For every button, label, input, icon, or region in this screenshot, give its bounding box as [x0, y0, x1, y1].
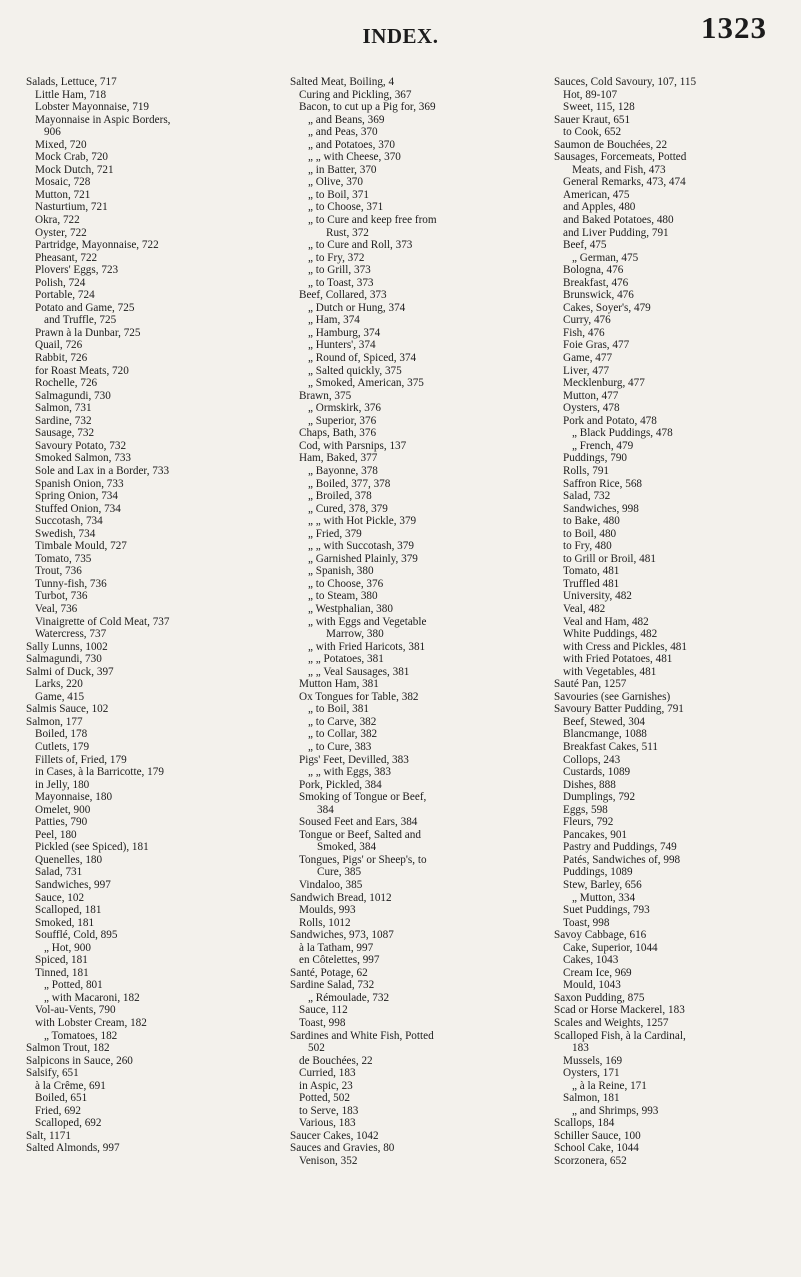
index-entry: Little Ham, 718 [35, 88, 107, 101]
index-entry: Salmon, 181 [563, 1092, 620, 1105]
index-entry: Salsify, 651 [26, 1067, 79, 1080]
index-entry: Saxon Pudding, 875 [554, 991, 645, 1004]
index-entry: Sauces, Cold Savoury, 107, 115 [554, 76, 697, 88]
index-entry: „ to Fry, 372 [308, 251, 365, 264]
index-entry: Venison, 352 [299, 1155, 358, 1168]
index-entry: Tinned, 181 [35, 966, 89, 979]
index-entry: to Serve, 183 [299, 1104, 359, 1117]
index-entry: Sandwiches, 998 [563, 502, 639, 515]
index-entry: Turbot, 736 [35, 590, 88, 603]
index-entry: and Liver Pudding, 791 [563, 226, 669, 239]
index-entry: Scad or Horse Mackerel, 183 [554, 1004, 685, 1017]
index-entry: Salmon Trout, 182 [26, 1042, 110, 1055]
index-entry: Peel, 180 [35, 828, 77, 841]
index-entry: Bacon, to cut up a Pig for, 369 [299, 101, 436, 114]
index-entry: „ Rémoulade, 732 [308, 991, 390, 1004]
index-entry: „ French, 479 [572, 439, 634, 452]
index-entry: Rolls, 1012 [299, 916, 351, 929]
index-entry: Dumplings, 792 [563, 791, 636, 804]
index-entry: Sardine, 732 [35, 414, 92, 427]
index-entry: Mayonnaise in Aspic Borders, [35, 113, 171, 126]
index-entry: Puddings, 1089 [563, 866, 633, 879]
index-entry: Salad, 731 [35, 866, 83, 879]
index-entry: and Apples, 480 [563, 201, 636, 214]
index-entry: Salt, 1171 [26, 1129, 71, 1142]
index-entry: Cakes, Soyer's, 479 [563, 301, 651, 314]
index-entry: „ Spanish, 380 [308, 565, 374, 578]
index-entry: Sweet, 115, 128 [563, 101, 635, 114]
index-entry: to Bake, 480 [563, 515, 620, 528]
index-entry: Scalloped Fish, à la Cardinal, [554, 1029, 686, 1042]
index-entry: and Baked Potatoes, 480 [563, 214, 674, 227]
index-entry: Pastry and Puddings, 749 [563, 841, 677, 854]
index-entry: Savoury Batter Pudding, 791 [554, 703, 684, 716]
index-entry: Tomato, 735 [35, 552, 92, 565]
index-column-2 [290, 76, 538, 1168]
index-entry: Various, 183 [299, 1117, 356, 1130]
index-entry: Cure, 385 [317, 866, 362, 879]
index-entry: Toast, 998 [563, 916, 610, 929]
index-entry: Savouries (see Garnishes) [554, 690, 671, 703]
index-entry: in Cases, à la Barricotte, 179 [35, 766, 164, 779]
index-entry: Soused Feet and Ears, 384 [299, 816, 418, 829]
index-entry: de Bouchées, 22 [299, 1054, 373, 1067]
index-entry: with Cress and Pickles, 481 [563, 640, 687, 653]
index-entry: Fried, 692 [35, 1104, 81, 1117]
index-entry: Scalloped, 692 [35, 1117, 102, 1130]
index-entry: Tomato, 481 [563, 565, 620, 578]
index-entry: Suet Puddings, 793 [563, 904, 650, 917]
index-entry: „ Hot, 900 [44, 941, 91, 954]
index-column-1 [26, 76, 274, 1155]
index-entry: Spring Onion, 734 [35, 490, 118, 503]
index-entry: „ to Cure and keep free from [308, 214, 437, 227]
index-entry: Ham, Baked, 377 [299, 452, 378, 465]
index-entry: „ with Eggs and Vegetable [308, 615, 427, 628]
index-entry: Marrow, 380 [326, 628, 384, 641]
index-entry: 502 [308, 1042, 325, 1055]
index-entry: Liver, 477 [563, 364, 610, 377]
index-entry: in Jelly, 180 [35, 778, 90, 791]
index-entry: „ to Choose, 376 [308, 577, 384, 590]
index-entry: „ Tomatoes, 182 [44, 1029, 118, 1042]
index-entry: Fillets of, Fried, 179 [35, 753, 127, 766]
index-entry: „ Olive, 370 [308, 176, 363, 189]
index-entry: Mayonnaise, 180 [35, 791, 113, 804]
index-entry: „ to Cure, 383 [308, 740, 372, 753]
index-column-3 [554, 76, 798, 1168]
index-entry: General Remarks, 473, 474 [563, 176, 686, 189]
index-entry: Smoking of Tongue or Beef, [299, 791, 427, 804]
index-entry: Curing and Pickling, 367 [299, 88, 412, 101]
index-entry: Oysters, 478 [563, 402, 620, 415]
index-entry: „ German, 475 [572, 251, 639, 264]
index-entry: Breakfast, 476 [563, 276, 629, 289]
index-entry: Toast, 998 [299, 1017, 346, 1030]
index-entry: Blancmange, 1088 [563, 728, 647, 741]
index-entry: Timbale Mould, 727 [35, 540, 127, 553]
index-entry: Watercress, 737 [35, 628, 107, 641]
index-entry: „ to Steam, 380 [308, 590, 378, 603]
index-entry: Chaps, Bath, 376 [299, 427, 377, 440]
index-entry: Foie Gras, 477 [563, 339, 630, 352]
index-entry: „ Cured, 378, 379 [308, 502, 388, 515]
index-entry: Beef, 475 [563, 239, 607, 252]
index-entry: Smoked, 384 [317, 841, 377, 854]
index-entry: „ to Collar, 382 [308, 728, 378, 741]
index-entry: Mussels, 169 [563, 1054, 623, 1067]
index-entry: Boiled, 178 [35, 728, 88, 741]
index-entry: 183 [572, 1042, 589, 1055]
index-entry: Mosaic, 728 [35, 176, 91, 189]
index-entry: to Cook, 652 [563, 126, 622, 139]
index-entry: Scalloped, 181 [35, 904, 102, 917]
index-entry: „ to Toast, 373 [308, 276, 374, 289]
page-number: 1323 [701, 10, 767, 45]
index-entry: Larks, 220 [35, 678, 83, 691]
index-entry: Salpicons in Sauce, 260 [26, 1054, 133, 1067]
index-entry: Fish, 476 [563, 326, 605, 339]
index-entry: Curried, 183 [299, 1067, 356, 1080]
index-entry: Prawn à la Dunbar, 725 [35, 326, 141, 339]
index-entry: University, 482 [563, 590, 632, 603]
index-entry: „ to Boil, 371 [308, 188, 369, 201]
index-entry: „ Dutch or Hung, 374 [308, 301, 406, 314]
index-entry: Potato and Game, 725 [35, 301, 135, 314]
index-entry: Succotash, 734 [35, 515, 103, 528]
index-entry: to Fry, 480 [563, 540, 612, 553]
index-entry: Omelet, 900 [35, 803, 91, 816]
index-entry: Cake, Superior, 1044 [563, 941, 658, 954]
index-entry: Salads, Lettuce, 717 [26, 76, 117, 88]
index-entry: Salad, 732 [563, 490, 611, 503]
index-entry: Savoury Potato, 732 [35, 439, 127, 452]
index-entry: Sauer Kraut, 651 [554, 113, 631, 126]
index-entry: Brawn, 375 [299, 389, 352, 402]
index-entry: „ Mutton, 334 [572, 891, 636, 904]
index-entry: „ Salted quickly, 375 [308, 364, 402, 377]
index-entry: „ Boiled, 377, 378 [308, 477, 391, 490]
index-entry: 384 [317, 803, 334, 816]
index-entry: Mutton, 477 [563, 389, 619, 402]
index-entry: Sauté Pan, 1257 [554, 678, 627, 691]
index-entry: Fleurs, 792 [563, 816, 614, 829]
index-entry: Sausage, 732 [35, 427, 95, 440]
index-entry: „ with Macaroni, 182 [44, 991, 140, 1004]
index-entry: Eggs, 598 [563, 803, 608, 816]
index-entry: Potted, 502 [299, 1092, 350, 1105]
index-entry: Beef, Collared, 373 [299, 289, 387, 302]
index-entry: Polish, 724 [35, 276, 86, 289]
index-entry: Savoy Cabbage, 616 [554, 929, 647, 942]
index-entry: Cream Ice, 969 [563, 966, 632, 979]
index-entry: Rabbit, 726 [35, 352, 88, 365]
index-entry: „ to Grill, 373 [308, 264, 371, 277]
index-entry: Salmagundi, 730 [26, 653, 102, 666]
index-entry: Sandwich Bread, 1012 [290, 891, 392, 904]
index-entry: Mutton Ham, 381 [299, 678, 379, 691]
index-entry: „ Superior, 376 [308, 414, 377, 427]
index-entry: „ and Peas, 370 [308, 126, 378, 139]
index-entry: Bologna, 476 [563, 264, 624, 277]
index-entry: Pork, Pickled, 384 [299, 778, 382, 791]
index-entry: Smoked, 181 [35, 916, 95, 929]
index-entry: with Fried Potatoes, 481 [563, 653, 673, 666]
index-entry: Spiced, 181 [35, 954, 88, 967]
index-entry: „ Ham, 374 [308, 314, 360, 327]
index-entry: Vindaloo, 385 [299, 879, 363, 891]
index-entry: American, 475 [563, 188, 630, 201]
index-entry: Pickled (see Spiced), 181 [35, 841, 149, 854]
index-entry: „ „ with Cheese, 370 [308, 151, 401, 164]
index-entry: and Truffle, 725 [44, 314, 117, 327]
index-entry: „ Hamburg, 374 [308, 326, 381, 339]
index-entry: Custards, 1089 [563, 766, 631, 779]
index-entry: Truffled 481 [563, 577, 620, 590]
index-entry: Mock Dutch, 721 [35, 163, 114, 176]
index-entry: Sardines and White Fish, Potted [290, 1029, 434, 1042]
index-entry: School Cake, 1044 [554, 1142, 639, 1155]
index-entry: Partridge, Mayonnaise, 722 [35, 239, 159, 252]
index-entry: Pancakes, 901 [563, 828, 628, 841]
index-entry: Moulds, 993 [299, 904, 356, 917]
page-header [0, 8, 801, 58]
index-entry: Mutton, 721 [35, 188, 91, 201]
index-entry: Sally Lunns, 1002 [26, 640, 108, 653]
index-entry: Sandwiches, 997 [35, 879, 111, 891]
index-entry: „ to Choose, 371 [308, 201, 384, 214]
index-entry: Scallops, 184 [554, 1117, 615, 1130]
index-entry: „ Fried, 379 [308, 527, 362, 540]
index-entry: Plovers' Eggs, 723 [35, 264, 119, 277]
index-entry: à la Crême, 691 [35, 1079, 106, 1092]
index-entry: Quail, 726 [35, 339, 83, 352]
index-entry: Pigs' Feet, Devilled, 383 [299, 753, 409, 766]
index-entry: for Roast Meats, 720 [35, 364, 129, 377]
index-entry: Salmon, 177 [26, 715, 83, 728]
index-entry: Patties, 790 [35, 816, 88, 829]
index-entry: „ „ with Hot Pickle, 379 [308, 515, 417, 528]
index-entry: Mecklenburg, 477 [563, 377, 645, 390]
index-entry: Vol-au-Vents, 790 [35, 1004, 116, 1017]
page-title: INDEX. [362, 24, 439, 48]
index-entry: Smoked Salmon, 733 [35, 452, 132, 465]
index-entry: Trout, 736 [35, 565, 82, 578]
index-entry: Boiled, 651 [35, 1092, 88, 1105]
index-entry: Tunny-fish, 736 [35, 577, 107, 590]
index-entry: Lobster Mayonnaise, 719 [35, 101, 150, 114]
index-entry: 906 [44, 126, 61, 139]
index-entry: à la Tatham, 997 [299, 941, 374, 954]
index-entry: Salted Meat, Boiling, 4 [290, 76, 395, 88]
index-entry: „ to Cure and Roll, 373 [308, 239, 413, 252]
index-entry: with Lobster Cream, 182 [35, 1017, 147, 1030]
index-entry: Sauce, 112 [299, 1004, 348, 1017]
index-entry: to Grill or Broil, 481 [563, 552, 656, 565]
index-entry: „ „ with Succotash, 379 [308, 540, 414, 553]
index-entry: Collops, 243 [563, 753, 621, 766]
index-entry: Salmon, 731 [35, 402, 92, 415]
index-entry: Oyster, 722 [35, 226, 87, 239]
index-entry: Stew, Barley, 656 [563, 879, 642, 891]
index-entry: Schiller Sauce, 100 [554, 1129, 641, 1142]
index-entry: „ à la Reine, 171 [572, 1079, 647, 1092]
index-entry: Saucer Cakes, 1042 [290, 1129, 379, 1142]
index-entry: Mould, 1043 [563, 979, 621, 992]
index-entry: Portable, 724 [35, 289, 95, 302]
index-entry: „ to Carve, 382 [308, 715, 377, 728]
index-entry: „ to Boil, 381 [308, 703, 369, 716]
index-entry: Veal, 736 [35, 602, 78, 615]
index-entry: „ Potted, 801 [44, 979, 103, 992]
index-entry: „ in Batter, 370 [308, 163, 377, 176]
index-entry: Pheasant, 722 [35, 251, 98, 264]
index-entry: Cutlets, 179 [35, 740, 90, 753]
index-entry: Veal, 482 [563, 602, 606, 615]
index-entry: Brunswick, 476 [563, 289, 634, 302]
index-entry: Sauce, 102 [35, 891, 85, 904]
index-entry: Sardine Salad, 732 [290, 979, 375, 992]
index-entry: Okra, 722 [35, 214, 80, 227]
index-entry: Curry, 476 [563, 314, 611, 327]
index-entry: Spanish Onion, 733 [35, 477, 124, 490]
index-entry: Nasturtium, 721 [35, 201, 108, 214]
index-entry: with Vegetables, 481 [563, 665, 657, 678]
index-entry: Stuffed Onion, 734 [35, 502, 121, 515]
index-entry: „ and Potatoes, 370 [308, 138, 395, 151]
index-entry: „ with Fried Haricots, 381 [308, 640, 426, 653]
index-entry: „ Garnished Plainly, 379 [308, 552, 418, 565]
index-entry: Puddings, 790 [563, 452, 628, 465]
index-entry: Game, 477 [563, 352, 613, 365]
index-entry: Salmi of Duck, 397 [26, 665, 114, 678]
index-entry: Scorzonera, 652 [554, 1155, 627, 1168]
index-entry: „ Ormskirk, 376 [308, 402, 382, 415]
index-entry: „ Bayonne, 378 [308, 464, 378, 477]
index-entry: „ Round of, Spiced, 374 [308, 352, 417, 365]
index-entry: Saumon de Bouchées, 22 [554, 138, 668, 151]
index-entry: „ „ Potatoes, 381 [308, 653, 384, 666]
index-entry: „ Black Puddings, 478 [572, 427, 673, 440]
index-entry: Saffron Rice, 568 [563, 477, 643, 490]
index-entry: Beef, Stewed, 304 [563, 715, 646, 728]
index-entry: Oysters, 171 [563, 1067, 620, 1080]
index-entry: Cod, with Parsnips, 137 [299, 439, 407, 452]
index-entry: „ and Beans, 369 [308, 113, 385, 126]
index-entry: White Puddings, 482 [563, 628, 658, 641]
index-entry: Sandwiches, 973, 1087 [290, 929, 394, 942]
index-entry: „ Broiled, 378 [308, 490, 372, 503]
index-entry: „ „ with Eggs, 383 [308, 766, 391, 779]
index-entry: Tongue or Beef, Salted and [299, 828, 421, 841]
index-entry: Swedish, 734 [35, 527, 96, 540]
index-entry: Dishes, 888 [563, 778, 616, 791]
index-entry: Meats, and Fish, 473 [572, 163, 666, 176]
index-entry: Salmagundi, 730 [35, 389, 111, 402]
index-entry: „ „ Veal Sausages, 381 [308, 665, 410, 678]
index-entry: Rust, 372 [326, 226, 369, 239]
index-entry: Hot, 89-107 [563, 88, 618, 101]
index-entry: Scales and Weights, 1257 [554, 1017, 669, 1030]
index-entry: Patés, Sandwiches of, 998 [563, 853, 681, 866]
index-entry: Game, 415 [35, 690, 85, 703]
index-entry: Quenelles, 180 [35, 853, 103, 866]
index-entry: Salted Almonds, 997 [26, 1142, 120, 1155]
index-entry: Sauces and Gravies, 80 [290, 1142, 395, 1155]
index-entry: Salmis Sauce, 102 [26, 703, 109, 716]
index-entry: Mixed, 720 [35, 138, 87, 151]
index-entry: „ Smoked, American, 375 [308, 377, 424, 390]
index-entry: Sole and Lax in a Border, 733 [35, 464, 170, 477]
index-entry: en Côtelettes, 997 [299, 954, 380, 967]
index-entry: Veal and Ham, 482 [563, 615, 649, 628]
index-entry: Ox Tongues for Table, 382 [299, 690, 419, 703]
index-entry: Vinaigrette of Cold Meat, 737 [35, 615, 170, 628]
index-entry: „ Hunters', 374 [308, 339, 376, 352]
index-entry: Tongues, Pigs' or Sheep's, to [299, 853, 427, 866]
index-entry: to Boil, 480 [563, 527, 617, 540]
index-entry: Mock Crab, 720 [35, 151, 109, 164]
index-entry: Santé, Potage, 62 [290, 966, 368, 979]
index-entry: Sausages, Forcemeats, Potted [554, 151, 687, 164]
index-entry: Breakfast Cakes, 511 [563, 740, 658, 753]
index-entry: Soufflé, Cold, 895 [35, 929, 118, 942]
index-entry: „ Westphalian, 380 [308, 602, 393, 615]
index-entry: Rolls, 791 [563, 464, 610, 477]
index-entry: „ and Shrimps, 993 [572, 1104, 659, 1117]
index-entry: in Aspic, 23 [299, 1079, 353, 1092]
index-entry: Pork and Potato, 478 [563, 414, 657, 427]
index-entry: Cakes, 1043 [563, 954, 619, 967]
index-entry: Rochelle, 726 [35, 377, 98, 390]
